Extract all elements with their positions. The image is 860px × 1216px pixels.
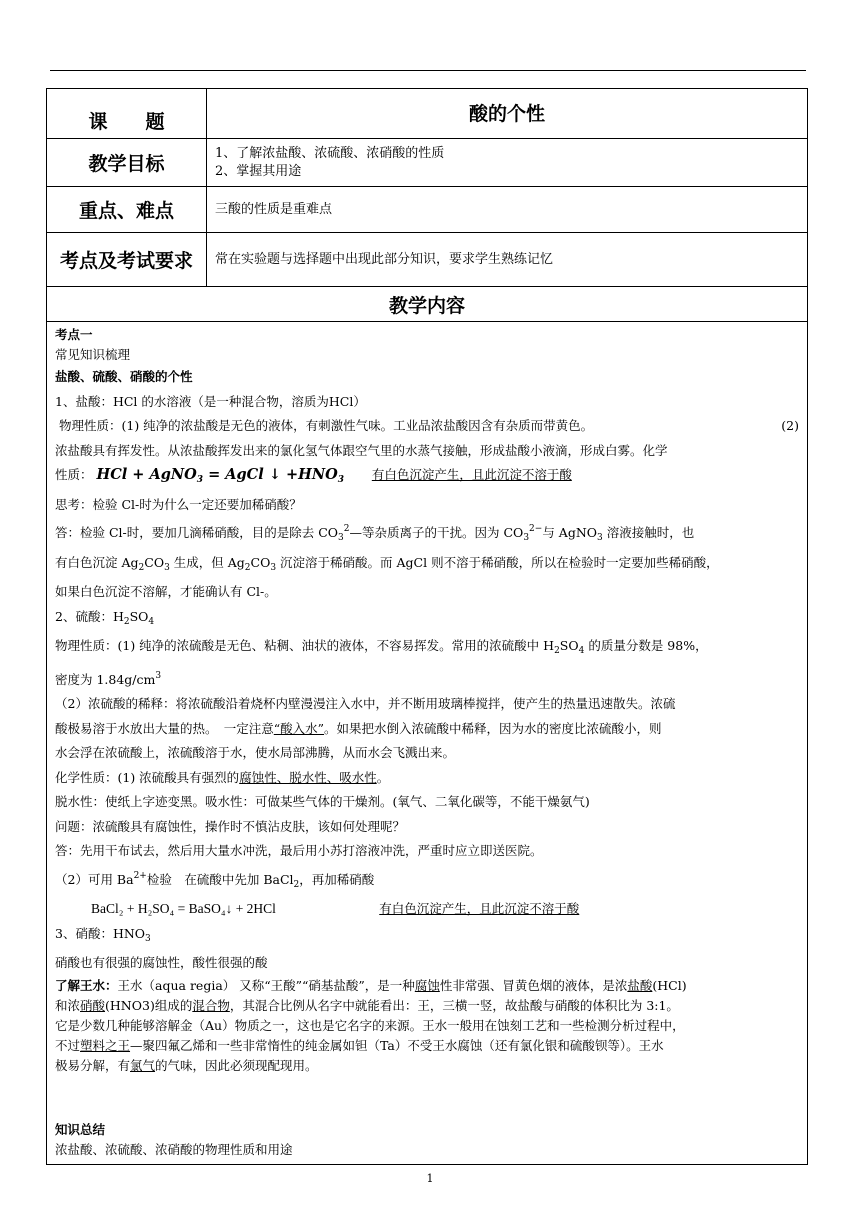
- answer-line-1: 答：检验 Cl-时，要加几滴稀硝酸，目的是除去 $CO_3^2—$等杂质离子的干扰。因为 $CO_3^{2-}$与 AgNO$_3$ 溶液接触时，也: [55, 524, 695, 543]
- subhead: 盐酸、硫酸、硝酸的个性: [55, 369, 193, 384]
- hcl-phys-2: 浓盐酸具有挥发性。从浓盐酸挥发出来的氯化氢气体跟空气里的水蒸气接触，形成盐酸小液滴，形成白雾。化学: [55, 442, 668, 458]
- title-label: 课 题: [47, 89, 207, 139]
- kaodian-heading: 考点一: [55, 327, 93, 342]
- hno3-text: 硝酸也有很强的腐蚀性，酸性很强的酸: [55, 955, 268, 970]
- dilute-2: 酸极易溶于水放出大量的热。 一定注意“酸入水”。如果把水倒入浓硫酸中稀释，因为水的密度比浓硫酸小，则: [55, 720, 662, 736]
- key-label: 重点、难点: [47, 187, 207, 233]
- question-line: 问题：浓硫酸具有腐蚀性，操作时不慎沾皮肤，该如何处理呢？: [55, 818, 406, 834]
- barium-test: （2）可用 $Ba^{2+}$检验 在硫酸中先加 BaCl$_2$，再加稀硝酸: [55, 870, 375, 890]
- goals-label: 教学目标: [47, 139, 207, 187]
- barium-equation: BaCl₂ + H₂SO₄ = BaSO₄↓ + 2HCl: [91, 901, 276, 916]
- row-content: [47, 322, 808, 1165]
- exam-value: 常在实验题与选择题中出现此部分知识，要求学生熟练记忆: [207, 233, 808, 287]
- summary-title: 知识总结: [55, 1121, 106, 1137]
- hcl-chem-line: 性质： HCl + AgNO$_3$ = AgCl ↓ $+HNO_3$ 有白色沉淀产生，且此沉淀不溶于酸: [55, 466, 572, 485]
- h2so4-phys: 物理性质：(1) 纯净的浓硫酸是无色、粘稠、油状的液体，不容易挥发。常用的浓硫酸中 $H_2SO_4$ 的质量分数是 98%，: [55, 638, 708, 656]
- spacer: [55, 1076, 799, 1120]
- answer-2-line: 答：先用干布试去，然后用大量水冲洗，最后用小苏打溶液冲洗，严重时应立即送医院。: [55, 843, 543, 858]
- dehydration-line: 脱水性：使纸上字迹变黑。吸水性：可做某些气体的干燥剂。(氧气、二氧化碳等，不能干燥氨气): [55, 794, 590, 809]
- key-value: 三酸的性质是重难点: [207, 187, 808, 233]
- think-question: 思考：检验 Cl-时为什么一定还要加稀硝酸？: [55, 496, 302, 512]
- hno3-title: 3、硝酸：$HNO_3$: [55, 925, 151, 944]
- content-heading: 教学内容: [47, 287, 808, 322]
- content-body: [47, 322, 808, 1165]
- goal-2: 2、掌握其用途: [215, 163, 302, 179]
- aqua-line-5: 极易分解，有氯气的气味，因此必须现配现用。: [55, 1057, 318, 1073]
- aqua-line-2: 和浓硝酸(HNO3)组成的混合物，其混合比例从名字中就能看出：王，三横一竖，故盐酸与硝酸的体积比为 3:1。: [55, 997, 679, 1013]
- exam-label: 考点及考试要求: [47, 233, 207, 287]
- dilute-1: （2）浓硫酸的稀释：将浓硫酸沿着烧杯内壁漫漫注入水中，并不断用玻璃棒搅拌，使产生的热量迅速散失。浓硫: [55, 696, 676, 711]
- barium-equation-line: BaCl₂ + H₂SO₄ = BaSO₄↓ + 2HCl 有白色沉淀产生，且此沉淀不溶于酸: [91, 901, 580, 916]
- row-exam: [47, 233, 808, 287]
- row-key: [47, 187, 808, 233]
- lesson-plan-table: [46, 88, 808, 1165]
- aqua-line-4: 不过塑料之王—聚四氟乙烯和一些非常惰性的纯金属如钽（Ta）不受王水腐蚀（还有氯化银和硫酸钡等）。王水: [55, 1037, 664, 1053]
- aqua-line-1: 了解王水：王水（aqua regia） 又称“王酸”“硝基盐酸”，是一种腐蚀性非常强、冒黄色烟的液体，是浓盐酸(HCl): [55, 977, 687, 993]
- row-goals: [47, 139, 808, 187]
- answer-line-2: 有白色沉淀 $Ag_2CO_3$ 生成，但 $Ag_2CO_3$ 沉淀溶于稀硝酸。而 AgCl 则不溶于稀硝酸，所以在检验时一定要加些稀硝酸，: [55, 554, 719, 573]
- page-number: 1: [426, 1172, 434, 1185]
- row-title: [47, 89, 808, 139]
- hcl-equation-note: 有白色沉淀产生，且此沉淀不溶于酸: [371, 467, 572, 482]
- dilute-3: 水会浮在浓硫酸上，浓硫酸溶于水，使水局部沸腾，从而水会飞溅出来。: [55, 745, 456, 760]
- hcl-equation: HCl + AgNO$_3$ = AgCl ↓ $+HNO_3$: [96, 466, 344, 485]
- review-line: 常见知识梳理: [55, 347, 131, 362]
- goals-list: [207, 139, 808, 187]
- h2so4-title: 2、硫酸：$H_2SO_4$: [55, 608, 155, 627]
- h2so4-density: 密度为 $1.84g/cm^3$: [55, 670, 162, 687]
- answer-line-3: 如果白色沉淀不溶解，才能确认有 Cl-。: [55, 584, 277, 599]
- hcl-phys-1: 物理性质：(1) 纯净的浓盐酸是无色的液体，有刺激性气味。工业品浓盐酸因含有杂质而带黄色。 (2): [58, 418, 799, 433]
- h2so4-chem: 化学性质：(1) 浓硫酸具有强烈的腐蚀性、脱水性、吸水性。: [55, 769, 390, 785]
- aqua-line-3: 它是少数几种能够溶解金（Au）物质之一，这也是它名字的来源。王水一般用在蚀刻工艺和一些检测分析过程中，: [55, 1017, 685, 1033]
- hcl-title: 1、盐酸：HCl 的水溶液（是一种混合物，溶质为HCl）: [55, 393, 366, 409]
- summary-text: 浓盐酸、浓硫酸、浓硝酸的物理性质和用途: [55, 1141, 293, 1157]
- header-rule: [50, 70, 806, 71]
- lesson-title: 酸的个性: [207, 89, 808, 139]
- row-content-heading: [47, 287, 808, 322]
- goal-1: 1、了解浓盐酸、浓硫酸、浓硝酸的性质: [215, 145, 445, 161]
